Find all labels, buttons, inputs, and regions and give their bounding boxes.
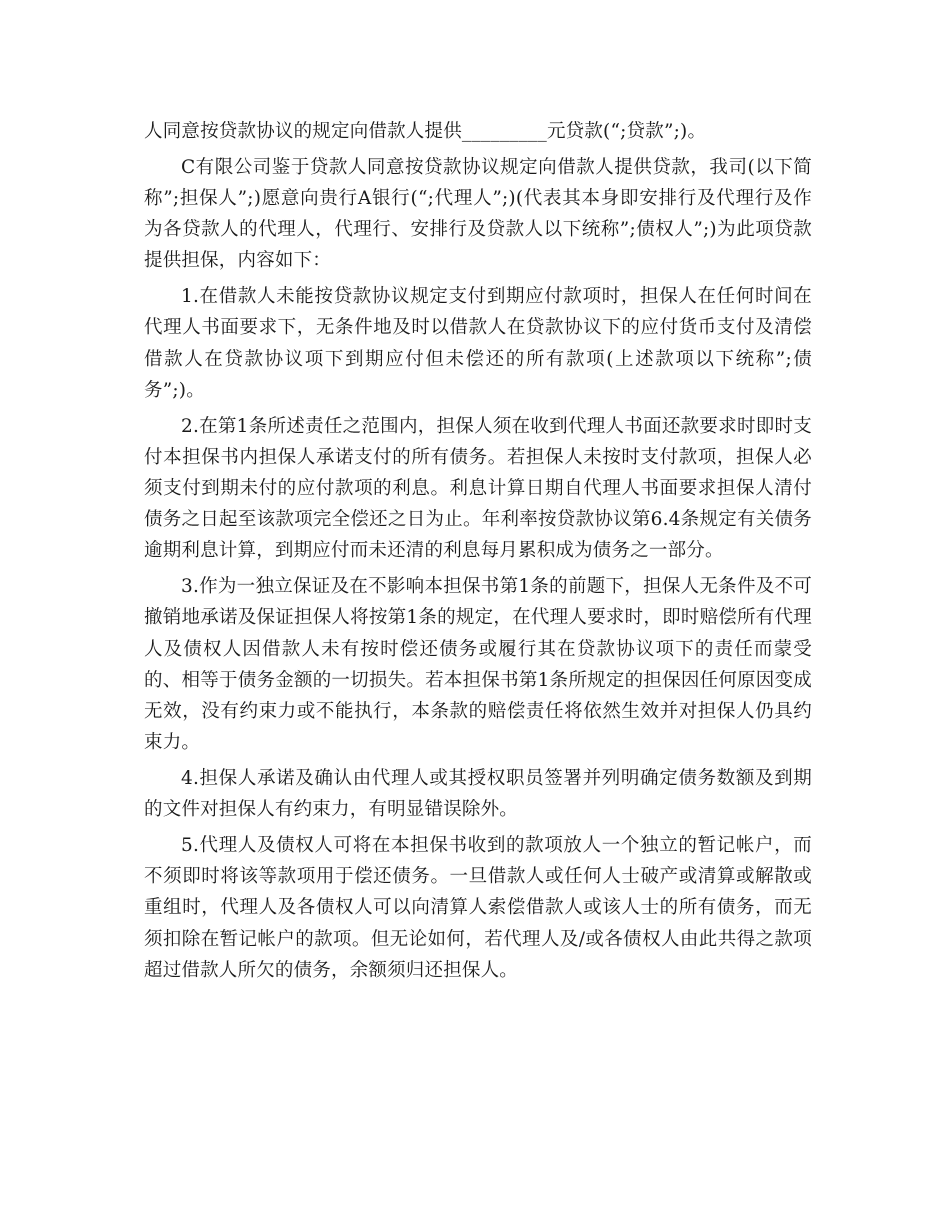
paragraph-guarantee-intro: C有限公司鉴于贷款人同意按贷款协议规定向借款人提供贷款，我司(以下简称”;担保人”;)愿意向贵行A银行(“;代理人”;)(代表其本身即安排行及代理行及作为各贷款人的代理人，代理行、安排行及贷款人以下统称”;债权人”;)为此项贷款提供担保，内容如下： — [144, 156, 812, 272]
clause-5: 5.代理人及债权人可将在本担保书收到的款项放人一个独立的暂记帐户，而不须即时将该等款项用于偿还债务。一旦借款人或任何人士破产或清算或解散或重组时，代理人及各债权人可以向清算人索偿借款人或该人士的所有债务，而无须扣除在暂记帐户的款项。但无论如何，若代理人及/或各债权人由此共得之款项超过借款人所欠的债务，余额须归还担保人。 — [144, 835, 812, 981]
document-body — [144, 116, 812, 991]
clause-1: 1.在借款人未能按贷款协议规定支付到期应付款项时，担保人在任何时间在代理人书面要求下，无条件地及时以借款人在贷款协议下的应付货币支付及清偿借款人在贷款协议项下到期应付但未偿还的所有款项(上述款项以下统称”;债务”;)。 — [144, 286, 812, 401]
clause-3: 3.作为一独立保证及在不影响本担保书第1条的前题下，担保人无条件及不可撤销地承诺及保证担保人将按第1条的规定，在代理人要求时，即时赔偿所有代理人及债权人因借款人未有按时偿还债务或履行其在贷款协议项下的责任而蒙受的、相等于债务金额的一切损失。若本担保书第1条所规定的担保因任何原因变成无效，没有约束力或不能执行，本条款的赔偿责任将依然生效并对担保人仍具约束力。 — [144, 576, 812, 754]
clause-4: 4.担保人承诺及确认由代理人或其授权职员签署并列明确定债务数额及到期的文件对担保人有约束力，有明显错误除外。 — [144, 768, 812, 821]
clause-2: 2.在第1条所述责任之范围内，担保人须在收到代理人书面还款要求时即时支付本担保书内担保人承诺支付的所有债务。若担保人未按时支付款项，担保人必须支付到期未付的应付款项的利息。利息计算日期自代理人书面要求担保人清付债务之日起至该款项完全偿还之日为止。年利率按贷款协议第6.4条规定有关债务逾期利息计算，到期应付而未还清的利息每月累积成为债务之一部分。 — [144, 415, 812, 562]
paragraph-loan-amount: 人同意按贷款协议的规定向借款人提供_________元贷款(“;贷款”;)。 — [144, 121, 707, 142]
